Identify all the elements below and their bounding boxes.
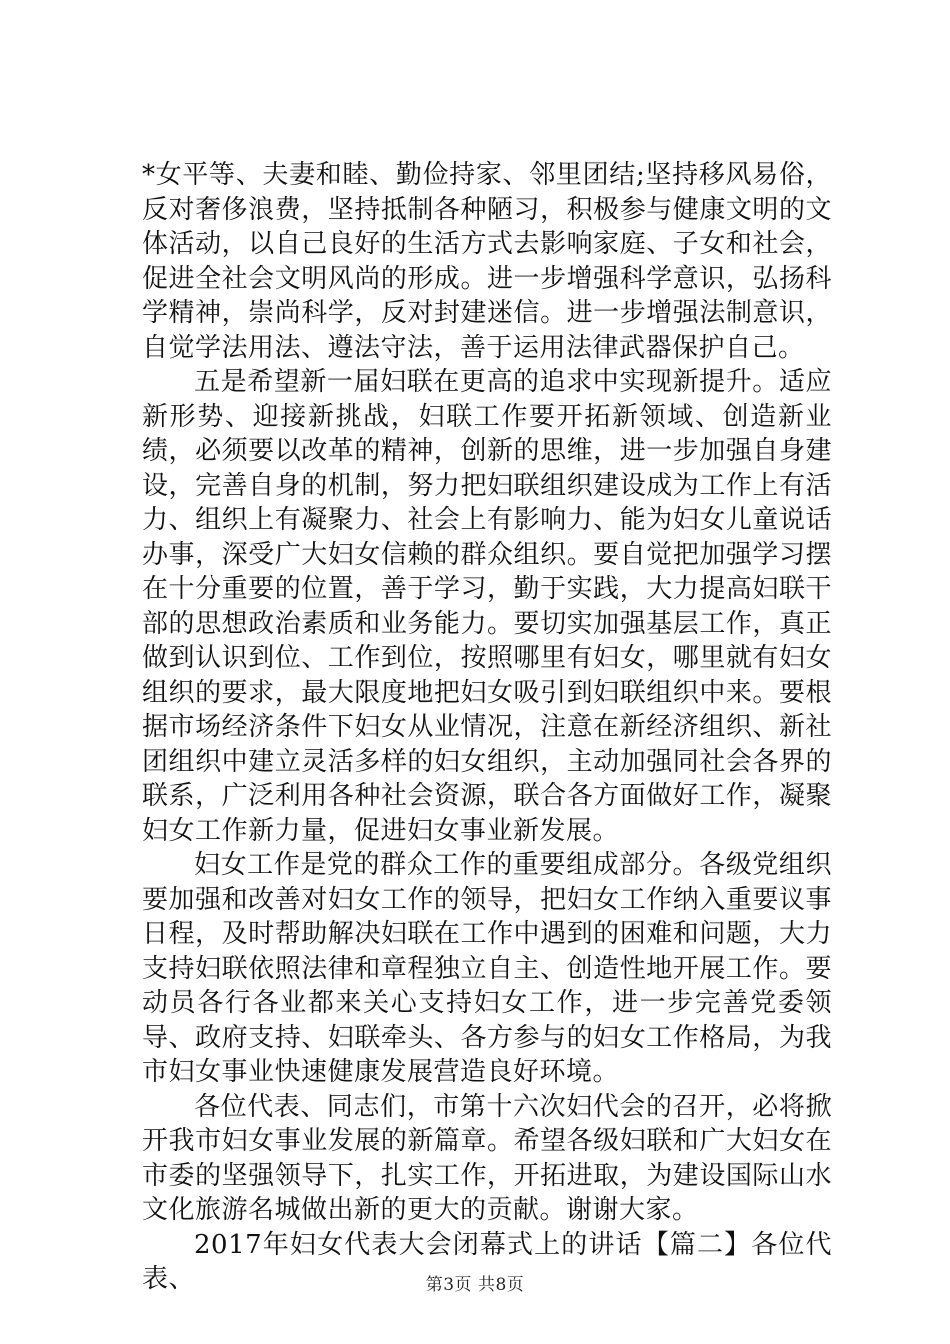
paragraph-2: 五是希望新一届妇联在更高的追求中实现新提升。适应新形势、迎接新挑战，妇联工作要开拓新领域、创造新业绩，必须要以改革的精神，创新的思维，进一步加强自身建设，完善自身的机制，努力把妇联组织建设成为工作上有活力、组织上有凝聚力、社会上有影响力、能为妇女儿童说话办事，深受广大妇女信赖的群众组织。要自觉把加强学习摆在十分重要的位置，善于学习，勤于实践，大力提高妇联干部的思想政治素质和业务能力。要切实加强基层工作，真正做到认识到位、工作到位，按照哪里有妇女，哪里就有妇女组织的要求，最大限度地把妇女吸引到妇联组织中来。要根据市场经济条件下妇女从业情况，注意在新经济组织、新社团组织中建立灵活多样的妇女组织，主动加强同社会各界的联系，广泛利用各种社会资源，联合各方面做好工作，凝聚妇女工作新力量，促进妇女事业新发展。: [142, 367, 832, 846]
page-footer: 第3页 共8页: [425, 1275, 525, 1295]
paragraph-3: 妇女工作是党的群众工作的重要组成部分。各级党组织要加强和改善对妇女工作的领导，把妇女工作纳入重要议事日程，及时帮助解决妇联在工作中遇到的困难和问题，大力支持妇联依照法律和章程独立自主、创造性地开展工作。要动员各行各业都来关心支持妇女工作，进一步完善党委领导、政府支持、妇联牵头、各方参与的妇女工作格局，为我市妇女事业快速健康发展营造良好环境。: [142, 850, 832, 1087]
document-body: [142, 158, 832, 1297]
paragraph-1: *女平等、夫妻和睦、勤俭持家、邻里团结;坚持移风易俗，反对奢侈浪费，坚持抵制各种陋习，积极参与健康文明的文体活动，以自己良好的生活方式去影响家庭、子女和社会，促进全社会文明风尚的形成。进一步增强科学意识，弘扬科学精神，崇尚科学，反对封建迷信。进一步增强法制意识，自觉学法用法、遵法守法，善于运用法律武器保护自己。: [142, 160, 832, 363]
paragraph-4: 各位代表、同志们，市第十六次妇代会的召开，必将掀开我市妇女事业发展的新篇章。希望各级妇联和广大妇女在市委的坚强领导下，扎实工作，开拓进取，为建设国际山水文化旅游名城做出新的更大的贡献。谢谢大家。: [142, 1091, 832, 1225]
paragraph-5: 2017年妇女代表大会闭幕式上的讲话【篇二】各位代表、: [142, 1229, 832, 1294]
